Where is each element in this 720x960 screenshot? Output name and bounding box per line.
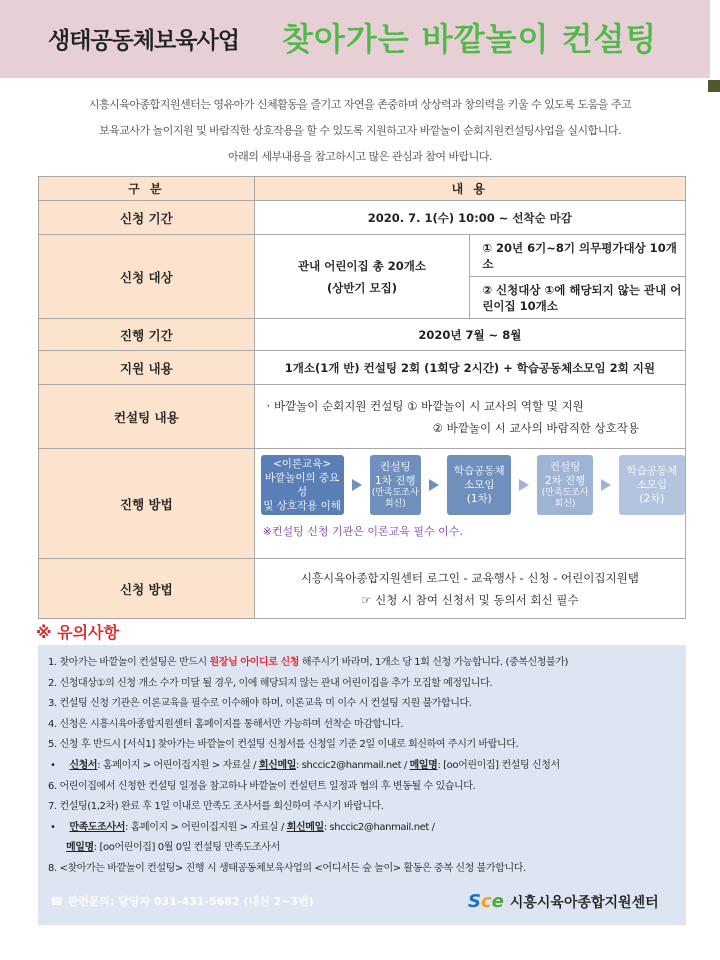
apply-period-value: 2020. 7. 1(수) 10:00 ~ 선착순 마감 <box>254 201 685 235</box>
method-content <box>254 449 685 559</box>
flow-step-consult-2 <box>537 455 592 515</box>
bullet-label: 메일명 <box>66 842 94 854</box>
table-row <box>39 235 686 277</box>
contact-info: ☎ 관련문의: 담당자 031-431-5682 (내선 2~3번) <box>50 895 314 908</box>
flow-text: (만족도조사 <box>371 488 419 498</box>
intro-line: 아래의 세부내용을 참고하시고 많은 관심과 참여 바랍니다. <box>228 150 492 163</box>
target-main-line: 관내 어린이집 총 20개소 <box>297 258 426 273</box>
notice-item: 2. 신청대상①의 신청 개소 수가 미달 될 경우, 이에 해당되지 않는 관내 어린이집을 추가 모집할 예정입니다. <box>48 677 493 689</box>
flow-text: 회신) <box>554 499 576 509</box>
table-row <box>39 319 686 351</box>
notice-item: 3. 컨설팅 신청 기관은 이론교육을 필수로 이수해야 하며, 이론교육 미 이수 시 컨설팅 지원 불가합니다. <box>48 698 472 710</box>
consult-line: ② 바깥놀이 시 교사의 바람직한 상호작용 <box>432 420 639 435</box>
arrow-right-icon <box>352 479 362 491</box>
process-flow <box>255 449 685 515</box>
apply-method-line: ☞ 신청 시 참여 신청서 및 동의서 회신 필수 <box>361 592 579 607</box>
flow-text: (만족도조사 <box>541 488 589 498</box>
apply-method-line: 시흥시육아종합지원센터 로그인 - 교육행사 - 신청 - 어린이집지원탭 <box>300 570 639 585</box>
bullet-label: 회신메일 <box>286 821 324 833</box>
table-row <box>39 201 686 235</box>
flow-text: 소모임 <box>636 479 668 491</box>
flow-text: 및 상호작용 이해 <box>263 500 341 512</box>
notice-item: 6. 어린이집에서 신청한 컨설팅 일정을 참고하나 바깥놀이 컨설턴트 일정과 협의 후 변동될 수 있습니다. <box>48 780 476 792</box>
row-label: 신청 기간 <box>39 201 255 235</box>
notice-text: : shccic2@hanmail.net / <box>295 759 410 771</box>
flow-step-study-2 <box>619 455 685 515</box>
notice-text: : [oo어린이집] 컨설팅 신청서 <box>437 759 560 771</box>
notice-text: : 홈페이지 > 어린이집지원 > 자료실 / <box>97 759 259 771</box>
method-note: ※컨설팅 신청 기관은 이론교육 필수 이수. <box>262 525 463 538</box>
bullet-label: 신청서 <box>69 759 98 771</box>
progress-period-value: 2020년 7월 ~ 8월 <box>254 319 685 351</box>
target-main-line: (상반기 모집) <box>326 280 398 295</box>
notice-item: 4. 신청은 시흥시육아종합지원센터 홈페이지를 통해서만 가능하며 선착순 마감합니다. <box>48 718 404 730</box>
notice-highlight: 원장님 아이디로 신청 <box>209 657 300 668</box>
notice-item <box>48 653 686 674</box>
row-label: 컨설팅 내용 <box>39 385 255 449</box>
row-label: 지원 내용 <box>39 351 255 385</box>
notice-bullet: • 만족도조사서: 홈페이지 > 어린이집지원 > 자료실 / 회신메일: shccic2@hanmail.net / <box>50 821 435 833</box>
header-category: 구 분 <box>39 177 255 201</box>
logo-icon: Sce <box>468 891 504 912</box>
table-row <box>39 351 686 385</box>
flow-text: 바깥놀이의 중요성 <box>264 472 340 498</box>
notice-bullet: • 신청서: 홈페이지 > 어린이집지원 > 자료실 / 회신메일: shccic2@hanmail.net / 메일명: [oo어린이집] 컨설팅 신청서 <box>50 759 560 771</box>
arrow-right-icon <box>601 479 611 491</box>
table-row <box>39 559 686 619</box>
flow-text: 2차 진행 <box>544 475 586 487</box>
consult-content <box>254 385 685 449</box>
flow-text: (2차) <box>639 493 665 505</box>
flow-text: 컨설팅 <box>549 461 581 473</box>
flow-text: 컨설팅 <box>380 461 411 473</box>
notice-item: 8. <찾아가는 바깥놀이 컨설팅> 진행 시 생태공동체보육사업의 <어디서든 숲 놀이> 활동은 중복 신청 불가합니다. <box>48 862 526 874</box>
bullet-label: 회신메일 <box>258 759 296 771</box>
arrow-right-icon <box>429 479 439 491</box>
intro-line: 시흥시육아종합지원센터는 영유아가 신체활동을 즐기고 자연을 존중하며 상상력과 창의력을 키울 수 있도록 도움을 주고 <box>88 98 632 111</box>
target-option-1: ① 20년 6기~8기 의무평가대상 10개소 <box>470 235 686 277</box>
header-title: 찾아가는 바깥놀이 컨설팅 <box>282 20 658 58</box>
notice-bullet-cont <box>48 838 686 859</box>
row-label: 진행 방법 <box>39 449 255 559</box>
logo-name: 시흥시육아종합지원센터 <box>509 894 659 911</box>
row-label: 신청 대상 <box>39 235 255 319</box>
table-row <box>39 449 686 559</box>
target-main <box>254 235 470 319</box>
arrow-right-icon <box>519 479 529 491</box>
flow-text: (1차) <box>466 493 492 505</box>
flow-step-theory <box>261 455 344 515</box>
notice-item: 7. 컨설팅(1,2차) 완료 후 1일 이내로 만족도 조사서를 회신하여 주시기 바랍니다. <box>48 801 384 813</box>
notice-box <box>38 645 686 925</box>
corner-decoration <box>708 80 720 92</box>
notice-text: : 홈페이지 > 어린이집지원 > 자료실 / <box>124 821 287 833</box>
flow-text: 학습공동체 <box>626 465 678 477</box>
table-row <box>39 385 686 449</box>
consult-line: · 바깥놀이 순회지원 컨설팅 ① 바깥놀이 시 교사의 역할 및 지원 <box>266 398 584 413</box>
target-option-2: ② 신청대상 ①에 해당되지 않는 관내 어린이집 10개소 <box>470 277 686 319</box>
intro-line: 보육교사가 놀이지원 및 바람직한 상호작용을 할 수 있도록 지원하고자 바깥놀이 순회지원컨설팅사업을 실시합니다. <box>98 124 621 137</box>
row-label: 신청 방법 <box>39 559 255 619</box>
apply-method-content <box>254 559 685 619</box>
flow-text: <이론교육> <box>272 458 332 470</box>
notice-text: 해주시기 바라며, 1개소 당 1회 신청 가능합니다. (중복신청불가) <box>299 657 569 668</box>
notice-text: : [oo어린이집] 0월 0일 컨설팅 만족도조사서 <box>93 842 280 854</box>
header-banner <box>0 0 710 78</box>
row-label: 진행 기간 <box>39 319 255 351</box>
header-content: 내 용 <box>254 177 685 201</box>
support-value: 1개소(1개 반) 컨설팅 2회 (1회당 2시간) + 학습공동체소모임 2회 지원 <box>254 351 685 385</box>
notice-text: : shccic2@hanmail.net / <box>323 821 435 833</box>
flow-step-consult-1 <box>370 455 422 515</box>
notice-item: 5. 신청 후 반드시 [서식1] 찾아가는 바깥놀이 컨설팅 신청서를 신청일 기준 2일 이내로 회신하여 주시기 바랍니다. <box>48 739 519 751</box>
flow-step-study-1 <box>447 455 511 515</box>
notice-text: 1. 찾아가는 바깥놀이 컨설팅은 반드시 <box>48 657 210 668</box>
intro-text <box>40 92 680 170</box>
bullet-label: 메일명 <box>409 759 438 771</box>
center-logo <box>468 891 659 912</box>
header-subtitle: 생태공동체보육사업 <box>48 28 239 54</box>
info-table <box>38 176 686 619</box>
flow-text: 학습공동체 <box>453 465 505 477</box>
flow-text: 소모임 <box>464 479 495 491</box>
bullet-label: 만족도조사서 <box>69 821 125 833</box>
flow-text: 1차 진행 <box>375 475 416 487</box>
flow-text: 회신) <box>384 499 406 509</box>
table-header-row <box>39 177 686 201</box>
notice-title: ※ 유의사항 <box>36 623 119 642</box>
